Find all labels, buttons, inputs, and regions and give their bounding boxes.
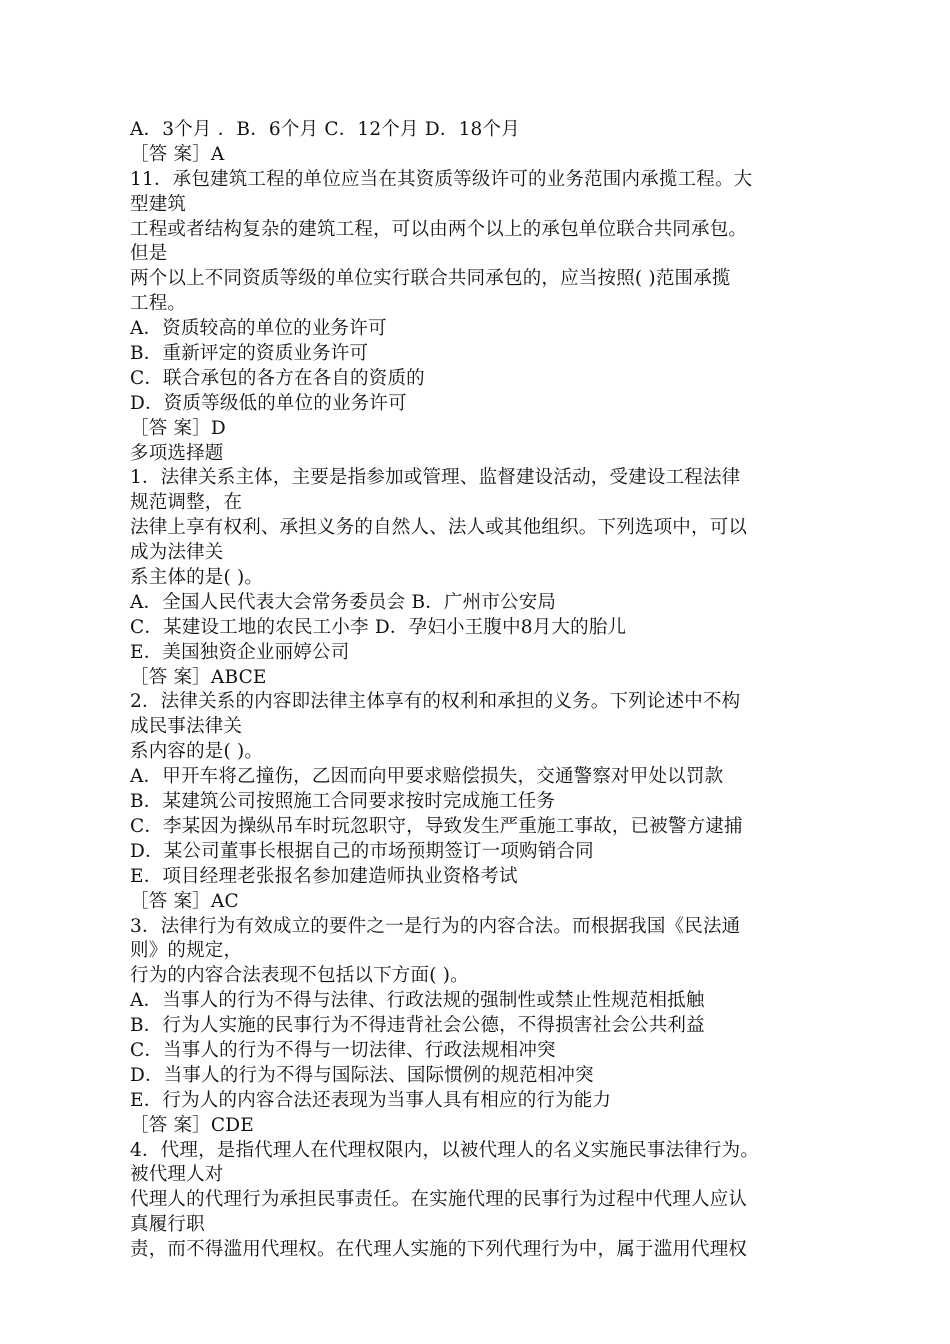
q11-option-a: A．资质较高的单位的业务许可 [130,318,387,340]
mq1-stem-line: 成为法律关 [130,542,224,564]
mq3-stem-line: 则》的规定， [130,940,243,962]
mq3-option-a: A．当事人的行为不得与法律、行政法规的强制性或禁止性规范相抵触 [130,990,705,1012]
mq2-stem-line: 系内容的是( )。 [130,741,264,763]
q11-stem-line: 工程。 [130,293,187,315]
mq1-stem-line: 法律上享有权利、承担义务的自然人、法人或其他组织。下列选项中，可以 [130,517,748,539]
mq2-option-d: D．某公司董事长根据自己的市场预期签订一项购销合同 [130,840,594,862]
mq3-option-c: C．当事人的行为不得与一切法律、行政法规相冲突 [130,1039,556,1061]
section-heading-multiple-choice: 多项选择题 [130,442,224,464]
mq3-stem-line: 行为的内容合法表现不包括以下方面( )。 [130,965,469,987]
mq2-option-b: B．某建筑公司按照施工合同要求按时完成施工任务 [130,791,556,813]
q11-stem-line: 型建筑 [130,193,187,215]
mq1-options-cd: C．某建设工地的农民工小李 D．孕妇小王腹中8月大的胎儿 [130,616,627,638]
mq2-stem-line: 成民事法律关 [130,716,243,738]
mq1-stem-line: 1．法律关系主体，主要是指参加或管理、监督建设活动，受建设工程法律 [130,467,741,489]
mq2-stem-line: 2．法律关系的内容即法律主体享有的权利和承担的义务。下列论述中不构 [130,691,741,713]
q11-option-c: C．联合承包的各方在各自的资质的 [130,367,425,389]
q11-answer: ［答 案］D [130,417,226,439]
mq4-stem-line: 代理人的代理行为承担民事责任。在实施代理的民事行为过程中代理人应认 [130,1189,748,1211]
q10-answer: ［答 案］A [130,143,225,165]
q11-option-d: D．资质等级低的单位的业务许可 [130,392,407,414]
q11-stem-line: 两个以上不同资质等级的单位实行联合共同承包的，应当按照( )范围承揽 [130,268,731,290]
mq1-options-ab: A．全国人民代表大会常务委员会 B．广州市公安局 [130,591,557,613]
mq3-option-b: B．行为人实施的民事行为不得违背社会公德，不得损害社会公共利益 [130,1015,705,1037]
q11-option-b: B．重新评定的资质业务许可 [130,343,369,365]
mq2-option-c: C．李某因为操纵吊车时玩忽职守，导致发生严重施工事故，已被警方逮捕 [130,815,743,837]
q11-stem-line: 11．承包建筑工程的单位应当在其资质等级许可的业务范围内承揽工程。大 [130,168,753,190]
mq4-stem-line: 真履行职 [130,1214,205,1236]
mq3-option-e: E．行为人的内容合法还表现为当事人具有相应的行为能力 [130,1089,612,1111]
mq4-stem-line: 被代理人对 [130,1164,224,1186]
mq3-answer: ［答 案］CDE [130,1114,254,1136]
mq3-stem-line: 3．法律行为有效成立的要件之一是行为的内容合法。而根据我国《民法通 [130,915,741,937]
mq2-answer: ［答 案］AC [130,890,239,912]
mq4-stem-line: 责，而不得滥用代理权。在代理人实施的下列代理行为中，属于滥用代理权 [130,1239,748,1261]
q11-stem-line: 但是 [130,243,168,265]
mq1-stem-line: 系主体的是( )。 [130,567,264,589]
mq2-option-e: E．项目经理老张报名参加建造师执业资格考试 [130,865,518,887]
mq1-answer: ［答 案］ABCE [130,666,267,688]
mq1-option-e: E．美国独资企业丽婷公司 [130,641,350,663]
mq3-option-d: D．当事人的行为不得与国际法、国际惯例的规范相冲突 [130,1064,594,1086]
mq2-option-a: A．甲开车将乙撞伤，乙因而向甲要求赔偿损失，交通警察对甲处以罚款 [130,766,724,788]
mq1-stem-line: 规范调整，在 [130,492,243,514]
q10-options: A．3个月 ．B．6个月 C．12个月 D．18个月 [130,119,520,140]
document-body [130,118,820,1263]
q11-stem-line: 工程或者结构复杂的建筑工程，可以由两个以上的承包单位联合共同承包。 [130,218,748,240]
mq4-stem-line: 4．代理，是指代理人在代理权限内，以被代理人的名义实施民事法律行为。 [130,1139,760,1161]
